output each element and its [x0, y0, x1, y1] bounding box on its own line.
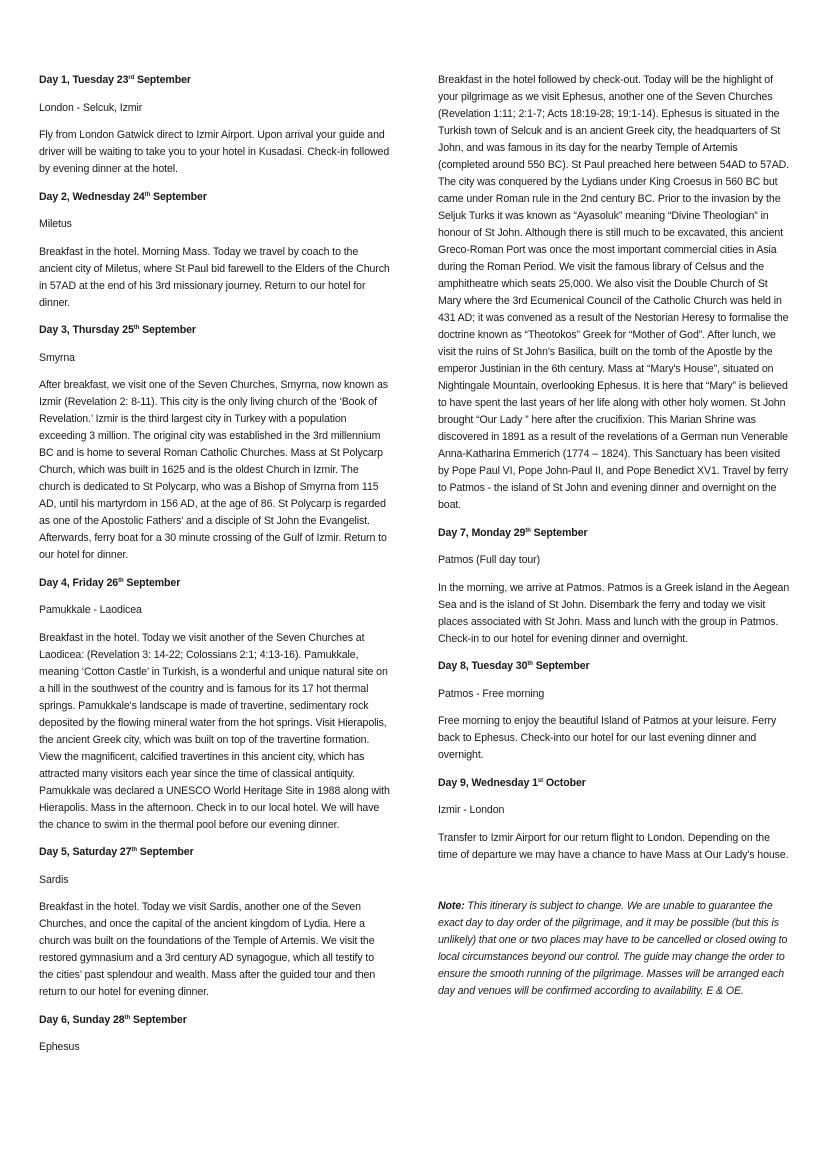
right-column [438, 72, 790, 1000]
day-5-section [39, 844, 391, 1001]
itinerary-note [438, 898, 790, 1000]
day-title: Day 3, Thursday 25th September [39, 324, 196, 336]
day-location: Miletus [39, 218, 72, 230]
day-location: Patmos - Free morning [438, 687, 545, 700]
day-location: Sardis [39, 873, 69, 886]
day-description: Breakfast in the hotel. Today we visit Sardis, another one of the Seven Churches, and once the capital of the ancient kingdom of Lydia. Here a church was built on the foundations of the Temple of Artemis. We visit the restored gymnasium and a 3rd century AD synagogue, which all testify to the cities’ past splendour and wealth. Mass after the guided tour and then return to our hotel for evening dinner. [39, 901, 376, 998]
day-location: London - Selcuk, Izmir [39, 101, 143, 114]
note-label: Note: [438, 900, 465, 912]
day-description: Breakfast in the hotel. Today we visit another of the Seven Churches at Laodicea: (Revelation 3: 14-22; Colossians 2:1; 4:13-16). Pamukkale, meaning ‘Cotton Castle’ in Turkish, is a wonderful and unique natural site on a hill in the southwest of the country and is famous for its 17 hot thermal springs. Pamukkale's landscape is made of travertine, sedimentary rock deposited by the flowing mineral water from the hot springs. Visit Hierapolis, the ancient Greek city, which was built on top of the travertine formation. View the magnificent, calcified travertines in this ancient city, which has attracted many visitors each year since the time of classical antiquity. Pamukkale was declared a UNESCO World Heritage Site in 1988 along with Hierapolis. Mass in the afternoon. Check in to our local hotel. We will have the chance to swim in the thermal pool before our evening dinner. [39, 631, 390, 831]
left-column [39, 72, 391, 1067]
spacer [438, 874, 790, 898]
day-title: Day 5, Saturday 27th September [39, 846, 194, 858]
day-6-body-section [438, 72, 790, 514]
day-description: Free morning to enjoy the beautiful Island of Patmos at your leisure. Ferry back to Ephesus. Check-into our hotel for our last evening dinner and overnight. [438, 715, 777, 761]
day-4-section [39, 575, 391, 834]
day-2-section [39, 189, 391, 312]
day-description: In the morning, we arrive at Patmos. Patmos is a Greek island in the Aegean Sea and is the island of St John. Disembark the ferry and today we visit places associated with St John. Mass and lunch with the group in Patmos. Check-in to our hotel for evening dinner and overnight. [438, 581, 790, 645]
day-title: Day 9, Wednesday 1st October [438, 776, 586, 789]
day-title: Day 4, Friday 26th September [39, 576, 181, 589]
day-location: Izmir - London [438, 804, 505, 816]
day-title: Day 6, Sunday 28th September [39, 1013, 187, 1026]
day-title: Day 8, Tuesday 30th September [438, 660, 590, 672]
day-location: Patmos (Full day tour) [438, 554, 541, 566]
day-3-section [39, 322, 391, 564]
day-location: Ephesus [39, 1041, 80, 1053]
note-text: This itinerary is subject to change. We are unable to guarantee the exact day to day order of the pilgrimage, and it may be possible (but this is unlikely) that one or two places may have to be cancelled or closed owing to local circumstances beyond our control. The guide may change the order to ensure the smooth running of the pilgrimage. Masses will be arranged each day and venues will be confirmed according to availability. E & OE. [438, 900, 788, 997]
day-description: Transfer to Izmir Airport for our return flight to London. Depending on the time of departure we may have a chance to have Mass at Our Lady's house. [438, 831, 789, 861]
day-description: After breakfast, we visit one of the Seven Churches, Smyrna, now known as Izmir (Revelation 2: 8-11). This city is the only living church of the ‘Book of Revelation.’ Izmir is the third largest city in Turkey with a population exceeding 3 million. The original city was established in the 3rd millennium BC and is home to several Roman Catholic Churches. Mass at St Polycarp Church, which was built in 1625 and is the oldest Church in Izmir. The church is dedicated to St Polycarp, who was a Bishop of Smyrna from 115 AD, until his martyrdom in 156 AD, at the age of 86. St Polycarp is regarded as one of the Apostolic Fathers' and a disciple of St John the Evangelist. Afterwards, ferry boat for a 30 minute crossing of the Gulf of Izmir. Return to our hotel for dinner. [39, 379, 388, 561]
day-7-section [438, 525, 790, 648]
day-location: Smyrna [39, 351, 75, 364]
day-description: Breakfast in the hotel. Morning Mass. Today we travel by coach to the ancient city of Miletus, where St Paul bid farewell to the Elders of the Church in 57AD at the end of his 3rd missionary journey. Return to our hotel for dinner. [39, 245, 390, 309]
day-description: Breakfast in the hotel followed by check-out. Today will be the highlight of your pilgrimage as we visit Ephesus, another one of the Seven Churches (Revelation 1:11; 2:1-7; Acts 18:19-28; 19:1-14). Ephesus is situated in the Turkish town of Selcuk and is an ancient Greek city, the headquarters of St John, and was famous in its day for the nearby Temple of Artemis (completed around 550 BC). St Paul preached here between 54AD to 57AD. The city was conquered by the Lydians under King Croesus in 560 BC but came under Roman rule in the 2nd century BC. Prior to the invasion by the Seljuk Turks it was known as “Ayasoluk” meaning “Divine Theologian” in honour of St John. Although there is still much to be excavated, this ancient Greco-Roman Port was once the most important commercial cities in Asia during the Roman Period. We visit the famous library of Celsus and the amphitheatre which seats 25,000. We also visit the Double Church of St Mary where the 3rd Ecumenical Council of the Catholic Church was held in 431 AD; it was convened as a result of the Nestorian Heresy to formalise the doctrine known as “Theotokos” Greek for “Mother of God”. After lunch, we visit the ruins of St John's Basilica, built on the tomb of the Apostle by the emperor Justinian in the 6th century. Mass at “Mary's House”, situated on Nightingale Mountain, overlooking Ephesus. It is here that “Mary” is believed to have spent the last years of her life along with other holy women. St John brought “Our Lady ” here after the crucifixion. This Marian Shrine was discovered in 1891 as a result of the revelations of a German nun Venerable Anna-Katharina Emmerich (1774 – 1824). This Sanctuary has been visited by Pope Paul VI, Pope John-Paul II, and Pope Benedict XV1. Travel by ferry to Patmos - the island of St John and evening dinner and overnight on the boat. [438, 74, 790, 511]
day-6-heading-section [39, 1012, 391, 1057]
day-9-section [438, 775, 790, 864]
day-1-section [39, 72, 391, 178]
day-title: Day 7, Monday 29th September [438, 526, 588, 539]
day-title: Day 1, Tuesday 23rd September [39, 74, 191, 86]
day-location: Pamukkale - Laodicea [39, 604, 142, 616]
day-8-section [438, 658, 790, 764]
day-description: Fly from London Gatwick direct to Izmir Airport. Upon arrival your guide and driver will be waiting to take you to your hotel in Kusadasi. Check-in followed by evening dinner at the hotel. [39, 129, 390, 175]
day-title: Day 2, Wednesday 24th September [39, 190, 207, 203]
